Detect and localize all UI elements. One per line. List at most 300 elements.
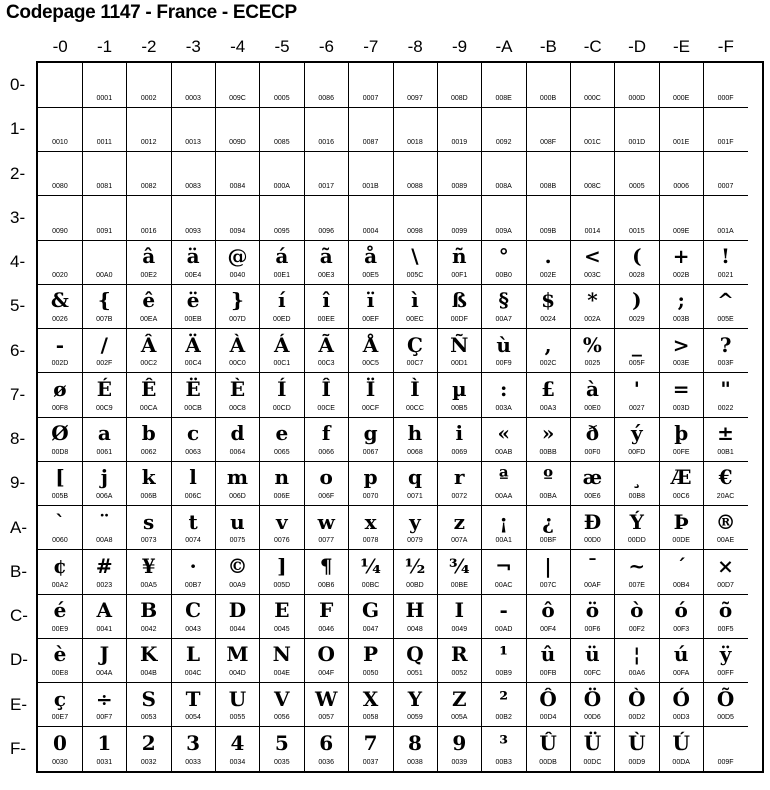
unicode-code: 007B <box>96 316 113 323</box>
char-cell <box>437 683 482 728</box>
char-cell <box>615 417 660 462</box>
unicode-code: 00A5 <box>140 581 157 589</box>
char-cell <box>304 152 349 197</box>
char-cell <box>393 417 438 462</box>
unicode-code: 00DF <box>450 316 468 323</box>
char-cell <box>571 284 616 329</box>
char-cell <box>216 417 261 462</box>
unicode-code: 00C0 <box>229 360 246 368</box>
unicode-code: 0091 <box>96 227 113 235</box>
unicode-code: 00F3 <box>673 625 690 633</box>
unicode-code: 001A <box>717 227 734 235</box>
unicode-code: 00D2 <box>628 714 646 722</box>
column-header: -4 <box>230 37 246 56</box>
char-glyph: l <box>189 465 197 490</box>
unicode-code: 0031 <box>96 758 113 766</box>
char-glyph: Ì <box>410 376 420 401</box>
unicode-code: 006A <box>96 493 113 500</box>
char-glyph: ! <box>721 244 730 268</box>
char-glyph: Ç <box>406 332 423 357</box>
unicode-code: 0084 <box>229 183 246 191</box>
char-glyph: T <box>185 686 201 711</box>
char-glyph: ò <box>630 598 644 622</box>
unicode-code: 0074 <box>185 537 201 545</box>
char-cell <box>260 107 305 152</box>
row-header: 5- <box>10 296 26 316</box>
unicode-code: 005D <box>273 581 291 589</box>
char-cell <box>82 284 127 329</box>
unicode-code: 000A <box>273 183 290 191</box>
unicode-code: 0003 <box>185 94 201 102</box>
char-cell <box>38 63 83 108</box>
unicode-code: 00B0 <box>495 271 512 279</box>
char-cell <box>304 550 349 595</box>
char-glyph: 7 <box>363 730 378 755</box>
char-cell <box>482 240 527 285</box>
char-cell <box>437 284 482 329</box>
char-glyph: ÿ <box>719 642 732 667</box>
unicode-code: 0059 <box>407 714 423 722</box>
unicode-code: 00C6 <box>672 493 690 500</box>
unicode-code: 00A0 <box>96 271 113 279</box>
char-cell <box>659 329 704 374</box>
char-cell <box>659 107 704 152</box>
unicode-code: 00DB <box>539 758 557 766</box>
unicode-code: 00E4 <box>184 271 202 279</box>
char-glyph: ø <box>53 376 67 401</box>
char-glyph: B <box>140 598 158 622</box>
char-cell <box>304 594 349 639</box>
char-glyph: ; <box>677 288 685 313</box>
char-glyph: Û <box>539 730 557 755</box>
char-glyph: b <box>141 421 156 445</box>
char-cell <box>571 240 616 285</box>
char-cell <box>349 683 394 728</box>
unicode-code: 00F9 <box>495 360 512 368</box>
char-glyph: q <box>407 465 422 490</box>
char-glyph: f <box>321 421 331 445</box>
char-glyph: Ï <box>365 376 376 401</box>
unicode-code: 00BE <box>450 581 468 589</box>
char-glyph: m <box>226 465 249 490</box>
char-cell <box>482 152 527 197</box>
char-cell <box>482 284 527 329</box>
row-header: 0- <box>10 75 26 94</box>
char-cell <box>216 727 261 771</box>
char-cell <box>304 63 349 108</box>
char-cell <box>704 683 748 728</box>
char-cell <box>171 417 216 462</box>
char-cell <box>526 461 571 506</box>
char-glyph: / <box>100 332 108 357</box>
char-glyph: Þ <box>673 509 689 534</box>
unicode-code: 008B <box>539 183 557 191</box>
unicode-code: 00E8 <box>51 670 69 677</box>
unicode-code: 0020 <box>52 271 68 279</box>
char-glyph: ô <box>541 598 555 622</box>
unicode-code: 00FA <box>673 670 690 677</box>
unicode-code: 00A8 <box>96 537 113 545</box>
char-cell <box>615 373 660 418</box>
unicode-code: 0021 <box>717 271 734 279</box>
row-header: 4- <box>10 252 26 271</box>
char-glyph: ß <box>451 288 467 313</box>
char-glyph: Î <box>321 376 331 401</box>
char-glyph: S <box>141 686 156 711</box>
char-cell <box>571 196 616 241</box>
char-cell <box>304 240 349 285</box>
unicode-code: 00FB <box>539 670 557 677</box>
unicode-code: 009F <box>717 758 734 766</box>
unicode-code: 0010 <box>52 139 68 146</box>
char-glyph: Ø <box>51 421 69 445</box>
char-cell <box>615 638 660 683</box>
char-cell <box>304 638 349 683</box>
char-cell <box>304 683 349 728</box>
char-glyph: 6 <box>319 730 334 755</box>
unicode-code: 0005 <box>274 94 290 102</box>
unicode-code: 00C1 <box>273 360 291 368</box>
unicode-code: 005C <box>406 271 424 279</box>
char-cell <box>482 727 527 771</box>
unicode-code: 000B <box>539 94 557 102</box>
char-glyph: À <box>229 332 246 357</box>
char-glyph: { <box>97 288 111 313</box>
char-cell <box>82 107 127 152</box>
char-cell <box>216 594 261 639</box>
char-glyph: H <box>405 598 425 622</box>
unicode-code: 00F7 <box>96 714 113 722</box>
char-cell <box>171 284 216 329</box>
char-glyph: Ê <box>141 376 157 401</box>
char-glyph: ¥ <box>141 553 156 578</box>
char-cell <box>615 727 660 771</box>
char-cell <box>260 683 305 728</box>
unicode-code: 00F0 <box>584 448 601 456</box>
char-cell <box>349 417 394 462</box>
char-cell <box>571 594 616 639</box>
char-glyph: á <box>275 244 289 268</box>
unicode-code: 00C7 <box>406 360 424 368</box>
char-glyph: 3 <box>186 730 201 755</box>
unicode-code: 00EB <box>184 316 202 323</box>
char-glyph: ð <box>585 421 600 445</box>
char-cell <box>304 417 349 462</box>
unicode-code: 00D5 <box>717 714 734 722</box>
char-cell <box>437 727 482 771</box>
char-cell <box>393 240 438 285</box>
char-glyph: ] <box>277 553 287 578</box>
unicode-code: 009E <box>673 227 690 235</box>
char-cell <box>571 727 616 771</box>
char-cell <box>393 373 438 418</box>
char-cell <box>171 506 216 551</box>
unicode-code: 00B1 <box>717 448 734 456</box>
unicode-code: 00C2 <box>140 360 158 368</box>
unicode-code: 00CA <box>139 404 158 412</box>
char-cell <box>260 550 305 595</box>
char-glyph: x <box>364 509 377 534</box>
char-glyph: # <box>95 553 113 578</box>
unicode-code: 00B2 <box>495 714 512 722</box>
char-glyph: Ñ <box>450 332 469 357</box>
unicode-code: 00FC <box>583 670 601 677</box>
char-cell <box>571 107 616 152</box>
char-cell <box>171 550 216 595</box>
char-cell <box>437 373 482 418</box>
char-cell <box>526 683 571 728</box>
char-glyph: û <box>540 642 556 667</box>
char-cell <box>171 107 216 152</box>
unicode-code: 000D <box>628 94 646 102</box>
char-cell <box>704 727 748 771</box>
char-cell <box>704 417 748 462</box>
char-glyph: £ <box>541 376 556 401</box>
char-glyph: e <box>275 421 289 445</box>
char-cell <box>659 550 704 595</box>
row-header: 1- <box>10 119 26 139</box>
char-cell <box>615 196 660 241</box>
char-cell <box>127 240 172 285</box>
char-cell <box>393 284 438 329</box>
column-header: -3 <box>185 37 201 56</box>
unicode-code: 002F <box>96 360 113 368</box>
char-cell <box>171 461 216 506</box>
unicode-code: 00AD <box>494 625 513 633</box>
unicode-code: 00AF <box>584 581 601 589</box>
char-glyph: } <box>231 288 244 313</box>
char-glyph: d <box>230 421 245 445</box>
char-glyph: ¯ <box>587 553 598 578</box>
char-glyph: « <box>497 421 510 445</box>
char-cell <box>82 373 127 418</box>
unicode-code: 008F <box>540 139 557 146</box>
char-cell <box>216 550 261 595</box>
char-glyph: Ö <box>583 686 602 711</box>
char-cell <box>38 417 83 462</box>
char-cell <box>349 506 394 551</box>
char-cell <box>127 683 172 728</box>
char-cell <box>349 284 394 329</box>
char-glyph: Ò <box>628 686 646 711</box>
char-cell <box>526 417 571 462</box>
char-glyph: % <box>582 332 602 357</box>
char-glyph: G <box>362 598 380 622</box>
char-cell <box>38 284 83 329</box>
unicode-code: 00CE <box>317 404 335 412</box>
unicode-code: 0046 <box>318 625 334 633</box>
char-glyph: K <box>139 642 158 667</box>
column-header: -1 <box>97 37 113 56</box>
char-cell <box>349 638 394 683</box>
unicode-code: 0088 <box>407 183 423 191</box>
char-glyph: O <box>317 642 335 667</box>
char-glyph: ´ <box>676 553 687 578</box>
char-glyph: Ä <box>185 332 201 357</box>
char-cell <box>526 284 571 329</box>
char-glyph: Ý <box>629 509 644 534</box>
unicode-code: 0073 <box>140 537 157 545</box>
char-cell <box>571 550 616 595</box>
char-glyph: [ <box>55 465 65 490</box>
char-glyph: â <box>142 244 156 268</box>
column-header: -2 <box>141 37 157 56</box>
char-cell <box>704 461 748 506</box>
char-cell <box>127 461 172 506</box>
unicode-code: 00E1 <box>273 271 290 279</box>
unicode-code: 0028 <box>629 271 645 279</box>
char-cell <box>82 329 127 374</box>
unicode-code: 004D <box>229 670 246 677</box>
char-glyph: s <box>143 509 155 534</box>
char-glyph: å <box>364 244 378 268</box>
char-cell <box>216 683 261 728</box>
unicode-code: 0015 <box>629 227 645 235</box>
unicode-code: 00B8 <box>628 493 645 500</box>
char-glyph: C <box>185 598 202 622</box>
char-glyph: - <box>55 332 65 357</box>
char-glyph: D <box>228 598 247 622</box>
unicode-code: 0033 <box>185 758 201 766</box>
unicode-code: 0083 <box>185 183 201 191</box>
unicode-code: 0018 <box>407 139 423 146</box>
unicode-code: 0030 <box>52 758 68 766</box>
unicode-code: 0086 <box>318 94 334 102</box>
char-cell <box>304 506 349 551</box>
char-glyph: ó <box>674 598 688 622</box>
unicode-code: 0035 <box>274 758 290 766</box>
char-glyph: é <box>53 598 67 622</box>
char-glyph: 9 <box>452 730 467 755</box>
char-cell <box>349 107 394 152</box>
row-header: C- <box>10 606 28 625</box>
char-cell <box>704 594 748 639</box>
unicode-code: 0058 <box>362 714 379 722</box>
char-glyph: ù <box>496 332 511 357</box>
char-glyph: ê <box>142 288 156 313</box>
char-cell <box>304 284 349 329</box>
unicode-code: 00D6 <box>584 714 601 722</box>
char-glyph: ' <box>633 376 640 401</box>
unicode-code: 0036 <box>318 758 334 766</box>
unicode-code: 0022 <box>717 404 734 412</box>
char-glyph: Ú <box>672 730 690 755</box>
char-cell <box>571 373 616 418</box>
unicode-code: 0007 <box>717 183 734 191</box>
unicode-code: 20AC <box>716 493 735 500</box>
char-cell <box>571 63 616 108</box>
unicode-code: 00E0 <box>584 404 601 412</box>
unicode-code: 0080 <box>52 183 68 191</box>
char-cell <box>127 196 172 241</box>
unicode-code: 001C <box>584 139 601 146</box>
page-title: Codepage 1147 - France - ECECP <box>6 2 297 23</box>
char-glyph: ½ <box>404 553 426 578</box>
char-cell <box>704 107 748 152</box>
char-cell <box>171 683 216 728</box>
char-cell <box>437 594 482 639</box>
char-cell <box>615 107 660 152</box>
unicode-code: 0097 <box>407 94 423 102</box>
char-glyph: . <box>544 244 552 268</box>
char-cell <box>349 152 394 197</box>
unicode-code: 0075 <box>229 537 246 545</box>
char-cell <box>482 196 527 241</box>
unicode-code: 0063 <box>185 448 201 456</box>
unicode-code: 00EA <box>140 316 158 323</box>
char-glyph: Đ <box>583 509 602 534</box>
column-header: -A <box>495 37 513 56</box>
unicode-code: 00FF <box>717 670 734 677</box>
char-cell <box>526 329 571 374</box>
char-cell <box>571 152 616 197</box>
unicode-code: 00F4 <box>540 625 557 633</box>
char-glyph: z <box>453 509 465 534</box>
char-cell <box>82 196 127 241</box>
char-glyph: \ <box>411 244 419 268</box>
unicode-code: 0094 <box>229 227 246 235</box>
unicode-code: 0082 <box>140 183 157 191</box>
unicode-code: 002C <box>539 360 557 368</box>
char-cell <box>659 461 704 506</box>
char-glyph: I <box>454 598 464 622</box>
char-cell <box>216 196 261 241</box>
char-glyph: Ã <box>318 332 334 357</box>
char-glyph: k <box>141 465 156 490</box>
char-cell <box>526 727 571 771</box>
unicode-code: 0048 <box>407 625 423 633</box>
char-glyph: ° <box>498 244 509 268</box>
char-glyph: ¶ <box>319 553 333 578</box>
unicode-code: 004B <box>140 670 157 677</box>
row-header: F- <box>10 738 27 758</box>
char-cell <box>127 550 172 595</box>
char-glyph: Â <box>140 332 157 357</box>
char-glyph: | <box>544 553 552 578</box>
char-cell <box>82 240 127 285</box>
char-glyph: Í <box>277 376 287 401</box>
char-cell <box>171 196 216 241</box>
char-cell <box>171 373 216 418</box>
char-cell <box>659 638 704 683</box>
char-glyph: U <box>228 686 247 711</box>
char-cell <box>659 240 704 285</box>
char-glyph: M <box>226 642 249 667</box>
unicode-code: 0002 <box>140 94 157 102</box>
char-cell <box>260 461 305 506</box>
char-cell <box>38 550 83 595</box>
unicode-code: 00B3 <box>495 758 512 766</box>
char-glyph: - <box>499 598 508 622</box>
unicode-code: 00C8 <box>229 404 246 412</box>
unicode-code: 0062 <box>140 448 157 456</box>
char-cell <box>127 417 172 462</box>
char-cell <box>659 683 704 728</box>
char-cell <box>260 329 305 374</box>
unicode-code: 00AB <box>495 448 513 456</box>
char-cell <box>437 550 482 595</box>
unicode-code: 0092 <box>495 139 512 146</box>
unicode-code: 00AE <box>717 537 735 545</box>
unicode-code: 000F <box>717 94 734 102</box>
char-glyph: · <box>189 553 197 578</box>
unicode-code: 00DC <box>583 758 602 766</box>
char-cell <box>216 284 261 329</box>
unicode-code: 00DA <box>672 758 690 766</box>
char-cell <box>571 638 616 683</box>
char-cell <box>615 506 660 551</box>
char-glyph: " <box>720 376 731 401</box>
